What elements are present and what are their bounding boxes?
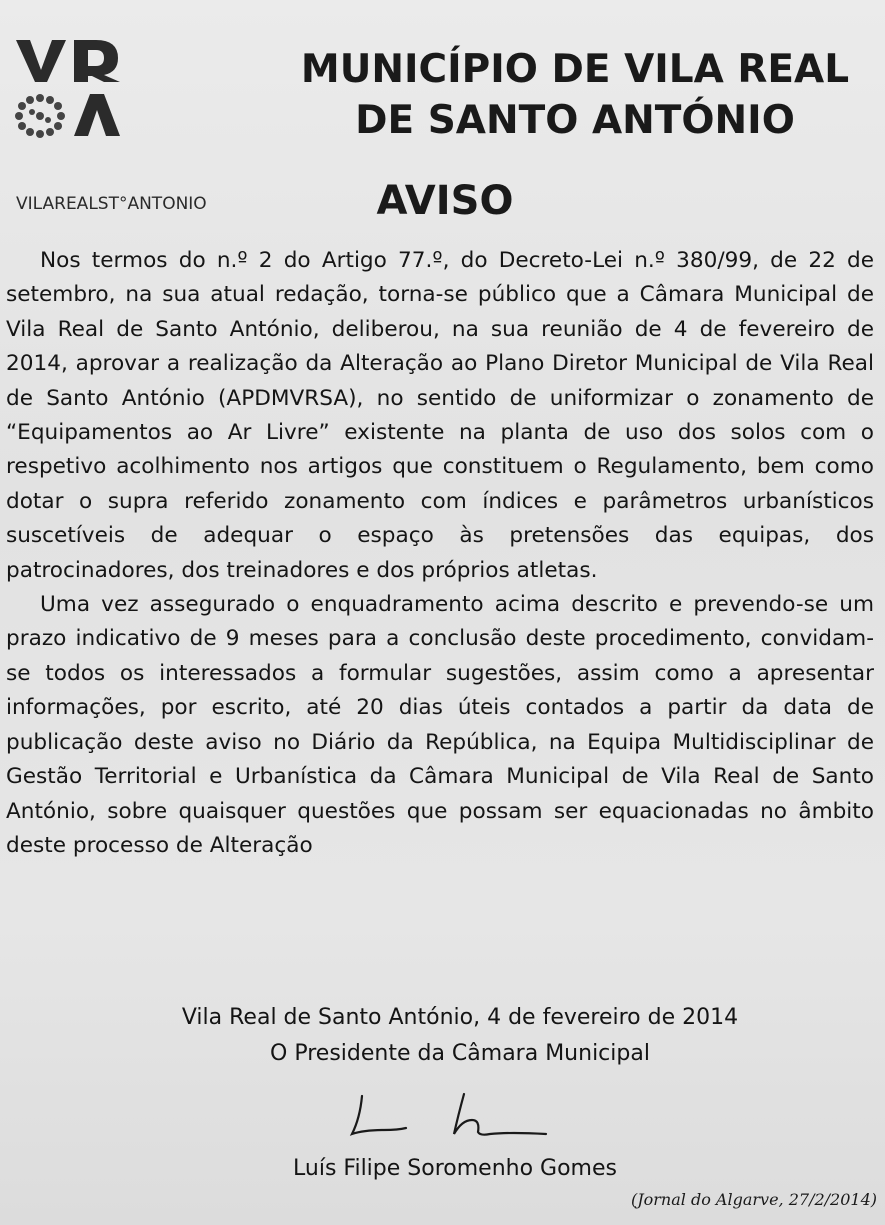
place-and-date: Vila Real de Santo António, 4 de fevereiro de 2014 — [181, 1005, 739, 1030]
title-line-2: DE SANTO ANTÓNIO — [355, 98, 795, 143]
title-line-1: MUNICÍPIO DE VILA REAL — [300, 47, 850, 92]
municipality-title — [270, 44, 880, 146]
closing-block — [0, 1000, 885, 1072]
vrsa-logo-mark — [14, 34, 124, 144]
handwritten-signature — [340, 1090, 580, 1150]
source-citation: (Jornal do Algarve, 27/2/2014) — [630, 1190, 877, 1209]
notice-body — [6, 244, 874, 863]
municipality-logo — [14, 34, 244, 214]
logo-wordmark: VILAREALST°ANTONIO — [16, 194, 207, 214]
signer-role: O Presidente da Câmara Municipal — [270, 1041, 650, 1066]
body-paragraph-2: Uma vez assegurado o enquadramento acima descrito e prevendo-se um prazo indicativo de 9 meses para a conclusão deste procedimento, convidam-se todos os interessados a formular sugestões, assim como a apresentar informações, por escrito, até 20 dias úteis contados a partir da data de publicação deste aviso no Diário da República, na Equipa Multidisciplinar de Gestão Territorial e Urbanística da Câmara Municipal de Vila Real de Santo António, sobre quaisquer questões que possam ser equacionadas no âmbito deste processo de Alteração — [6, 592, 874, 858]
body-paragraph-1: Nos termos do n.º 2 do Artigo 77.º, do Decreto-Lei n.º 380/99, de 22 de setembro, na sua atual redação, torna-se público que a Câmara Municipal de Vila Real de Santo António, deliberou, na sua reunião de 4 de fevereiro de 2014, aprovar a realização da Alteração ao Plano Diretor Municipal de Vila Real de Santo António (APDMVRSA), no sentido de uniformizar o zonamento de “Equipamentos ao Ar Livre” existente na planta de uso dos solos com o respetivo acolhimento nos artigos que constituem o Regulamento, bem como dotar o supra referido zonamento com índices e parâmetros urbanísticos suscetíveis de adequar o espaço às pretensões das equipas, dos patrocinadores, dos treinadores e dos próprios atletas. — [6, 248, 874, 583]
signer-name: Luís Filipe Soromenho Gomes — [293, 1156, 617, 1181]
notice-heading: AVISO — [376, 178, 514, 224]
